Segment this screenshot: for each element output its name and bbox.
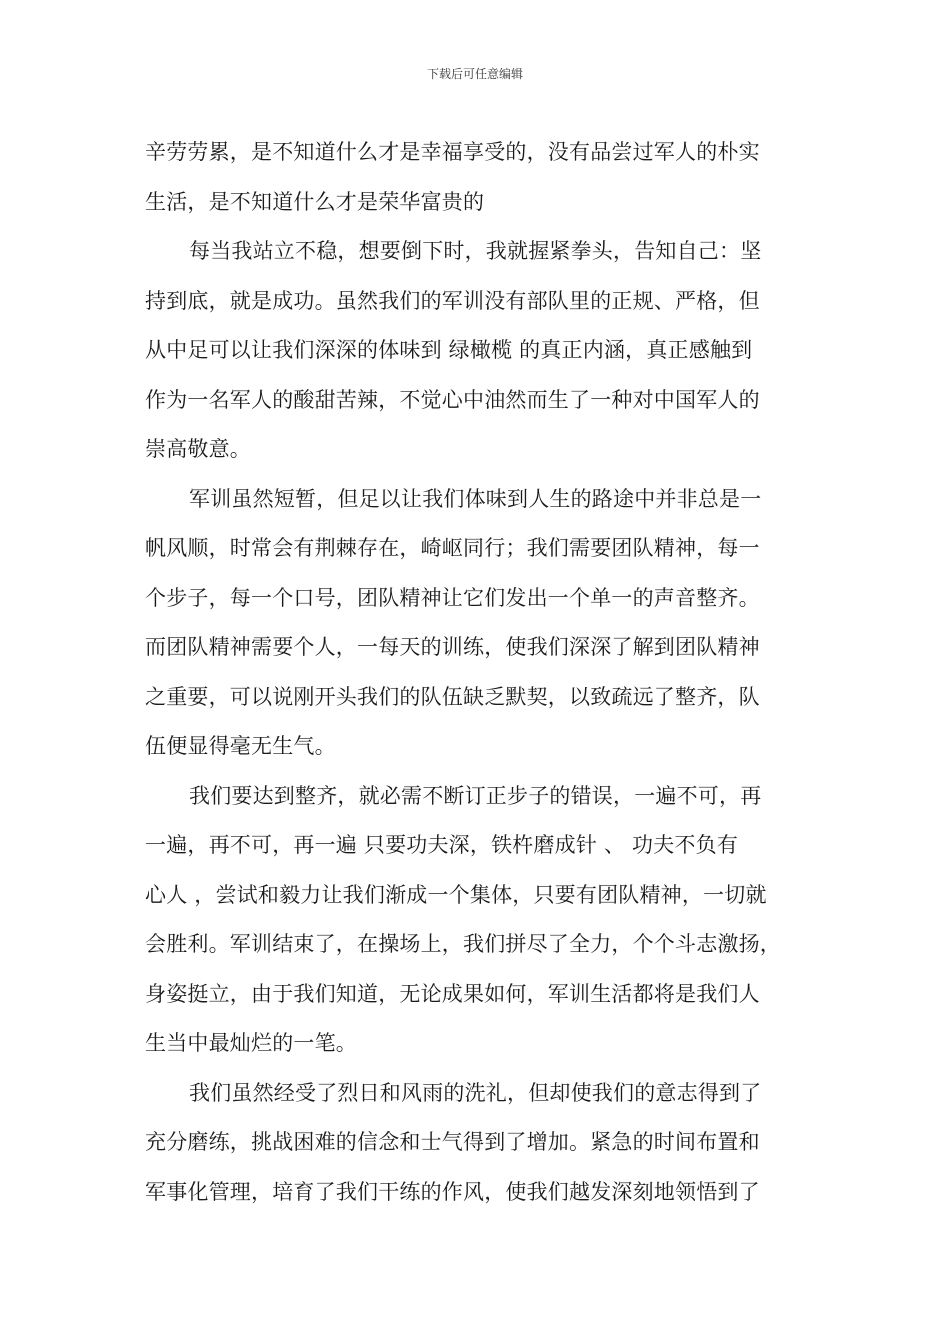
paragraph-line: 每当我站立不稳，想要倒下时，我就握紧拳头，告知自己：坚 bbox=[189, 239, 762, 263]
paragraph-line: 我们要达到整齐，就必需不断订正步子的错误，一遍不可，再 bbox=[189, 783, 762, 808]
paragraph-line: 持到底，就是成功。虽然我们的军训没有部队里的正规、严格，但 bbox=[145, 288, 760, 313]
paragraph-line: 一遍，再不可，再一遍 只要功夫深，铁杵磨成针 、 功夫不负有 bbox=[145, 833, 739, 857]
paragraph-line: 崇高敬意。 bbox=[145, 437, 251, 461]
paragraph-3 bbox=[145, 475, 810, 772]
page-header: 下载后可任意编辑 bbox=[426, 67, 523, 81]
paragraph-line: 从中足可以让我们深深的体味到 绿橄榄 的真正内涵，真正感触到 bbox=[145, 338, 753, 362]
paragraph-line: 生当中最灿烂的一笔。 bbox=[145, 1031, 357, 1055]
paragraph-1 bbox=[145, 128, 810, 227]
paragraph-line: 之重要，可以说刚开头我们的队伍缺乏默契，以致疏远了整齐，队 bbox=[145, 684, 760, 709]
paragraph-4 bbox=[145, 772, 810, 1069]
paragraph-line: 辛劳劳累，是不知道什么才是幸福享受的，没有品尝过军人的朴实 bbox=[145, 140, 760, 164]
paragraph-2 bbox=[145, 227, 810, 475]
paragraph-line: 充分磨练，挑战困难的信念和士气得到了增加。紧急的时间布置和 bbox=[145, 1130, 760, 1154]
paragraph-5 bbox=[145, 1069, 810, 1218]
paragraph-line: 个步子，每一个口号，团队精神让它们发出一个单一的声音整齐。 bbox=[145, 585, 760, 610]
paragraph-line: 生活，是不知道什么才是荣华富贵的 bbox=[145, 189, 485, 214]
paragraph-line: 而团队精神需要个人，一每天的训练，使我们深深了解到团队精神 bbox=[145, 635, 760, 659]
paragraph-line: 我们虽然经受了烈日和风雨的洗礼，但却使我们的意志得到了 bbox=[189, 1080, 762, 1105]
paragraph-line: 作为一名军人的酸甜苦辣，不觉心中油然而生了一种对中国军人的 bbox=[145, 387, 760, 412]
paragraph-line: 会胜利。军训结束了，在操场上，我们拼尽了全力，个个斗志激扬， bbox=[145, 932, 781, 956]
paragraph-line: 帆风顺，时常会有荆棘存在，崎岖同行；我们需要团队精神，每一 bbox=[145, 536, 760, 560]
paragraph-line: 军事化管理，培育了我们干练的作风，使我们越发深刻地领悟到了 bbox=[145, 1179, 760, 1204]
document-body bbox=[145, 128, 810, 1217]
paragraph-line: 身姿挺立，由于我们知道，无论成果如何，军训生活都将是我们人 bbox=[145, 981, 760, 1006]
paragraph-line: 心人 ，尝试和毅力让我们渐成一个集体，只要有团队精神，一切就 bbox=[145, 882, 767, 907]
paragraph-line: 军训虽然短暂，但足以让我们体味到人生的路途中并非总是一 bbox=[189, 486, 762, 511]
paragraph-line: 伍便显得毫无生气。 bbox=[145, 734, 336, 758]
